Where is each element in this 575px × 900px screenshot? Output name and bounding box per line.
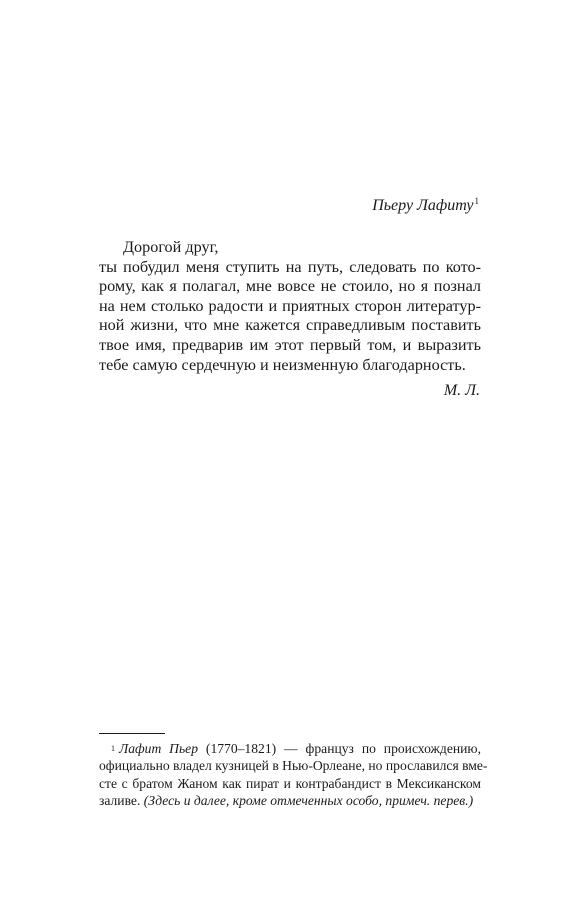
footnote-reference-marker: 1 bbox=[474, 196, 479, 206]
footnote-marker: 1 bbox=[111, 744, 115, 753]
letter-line: на нем столько радости и приятных сторон литератур- bbox=[99, 296, 481, 315]
letter-line: ной жизни, что мне кажется справедливым поставить bbox=[99, 316, 481, 335]
footnote-line bbox=[99, 740, 481, 757]
letter-line: тебе самую сердечную и неизменную благодарность. bbox=[99, 355, 466, 374]
footnote-line-text: заливе. bbox=[99, 793, 144, 809]
footnote-line: сте с братом Жаном как пират и контрабандист в Мексиканском bbox=[99, 775, 481, 791]
dedication-recipient-name: Пьеру Лафиту bbox=[372, 197, 474, 214]
translator-note: (Здесь и далее, кроме отмеченных особо, примеч. перев.) bbox=[143, 793, 474, 809]
letter-line: рому, как я полагал, мне вовсе не стоило, но я познал bbox=[99, 277, 481, 296]
footnote-line-text: (1770–1821) — француз по происхождению, bbox=[198, 741, 481, 756]
letter-signature: М. Л. bbox=[443, 382, 480, 399]
letter-line: твое имя, предварив им этот первый том, и выразить bbox=[99, 335, 481, 354]
dedication-recipient bbox=[372, 197, 479, 215]
dedication-letter bbox=[99, 238, 481, 375]
footnote-person-name: Лафит Пьер bbox=[119, 741, 199, 756]
footnote-line bbox=[99, 792, 481, 809]
letter-line-salutation: Дорогой друг, bbox=[123, 238, 219, 256]
footnote-line: официально владел кузницей в Нью-Орлеане, но прославился вме- bbox=[99, 758, 488, 774]
footnote bbox=[99, 740, 488, 810]
letter-line: ты побудил меня ступить на путь, следовать по кото- bbox=[99, 257, 481, 276]
footnote-divider bbox=[99, 733, 165, 734]
